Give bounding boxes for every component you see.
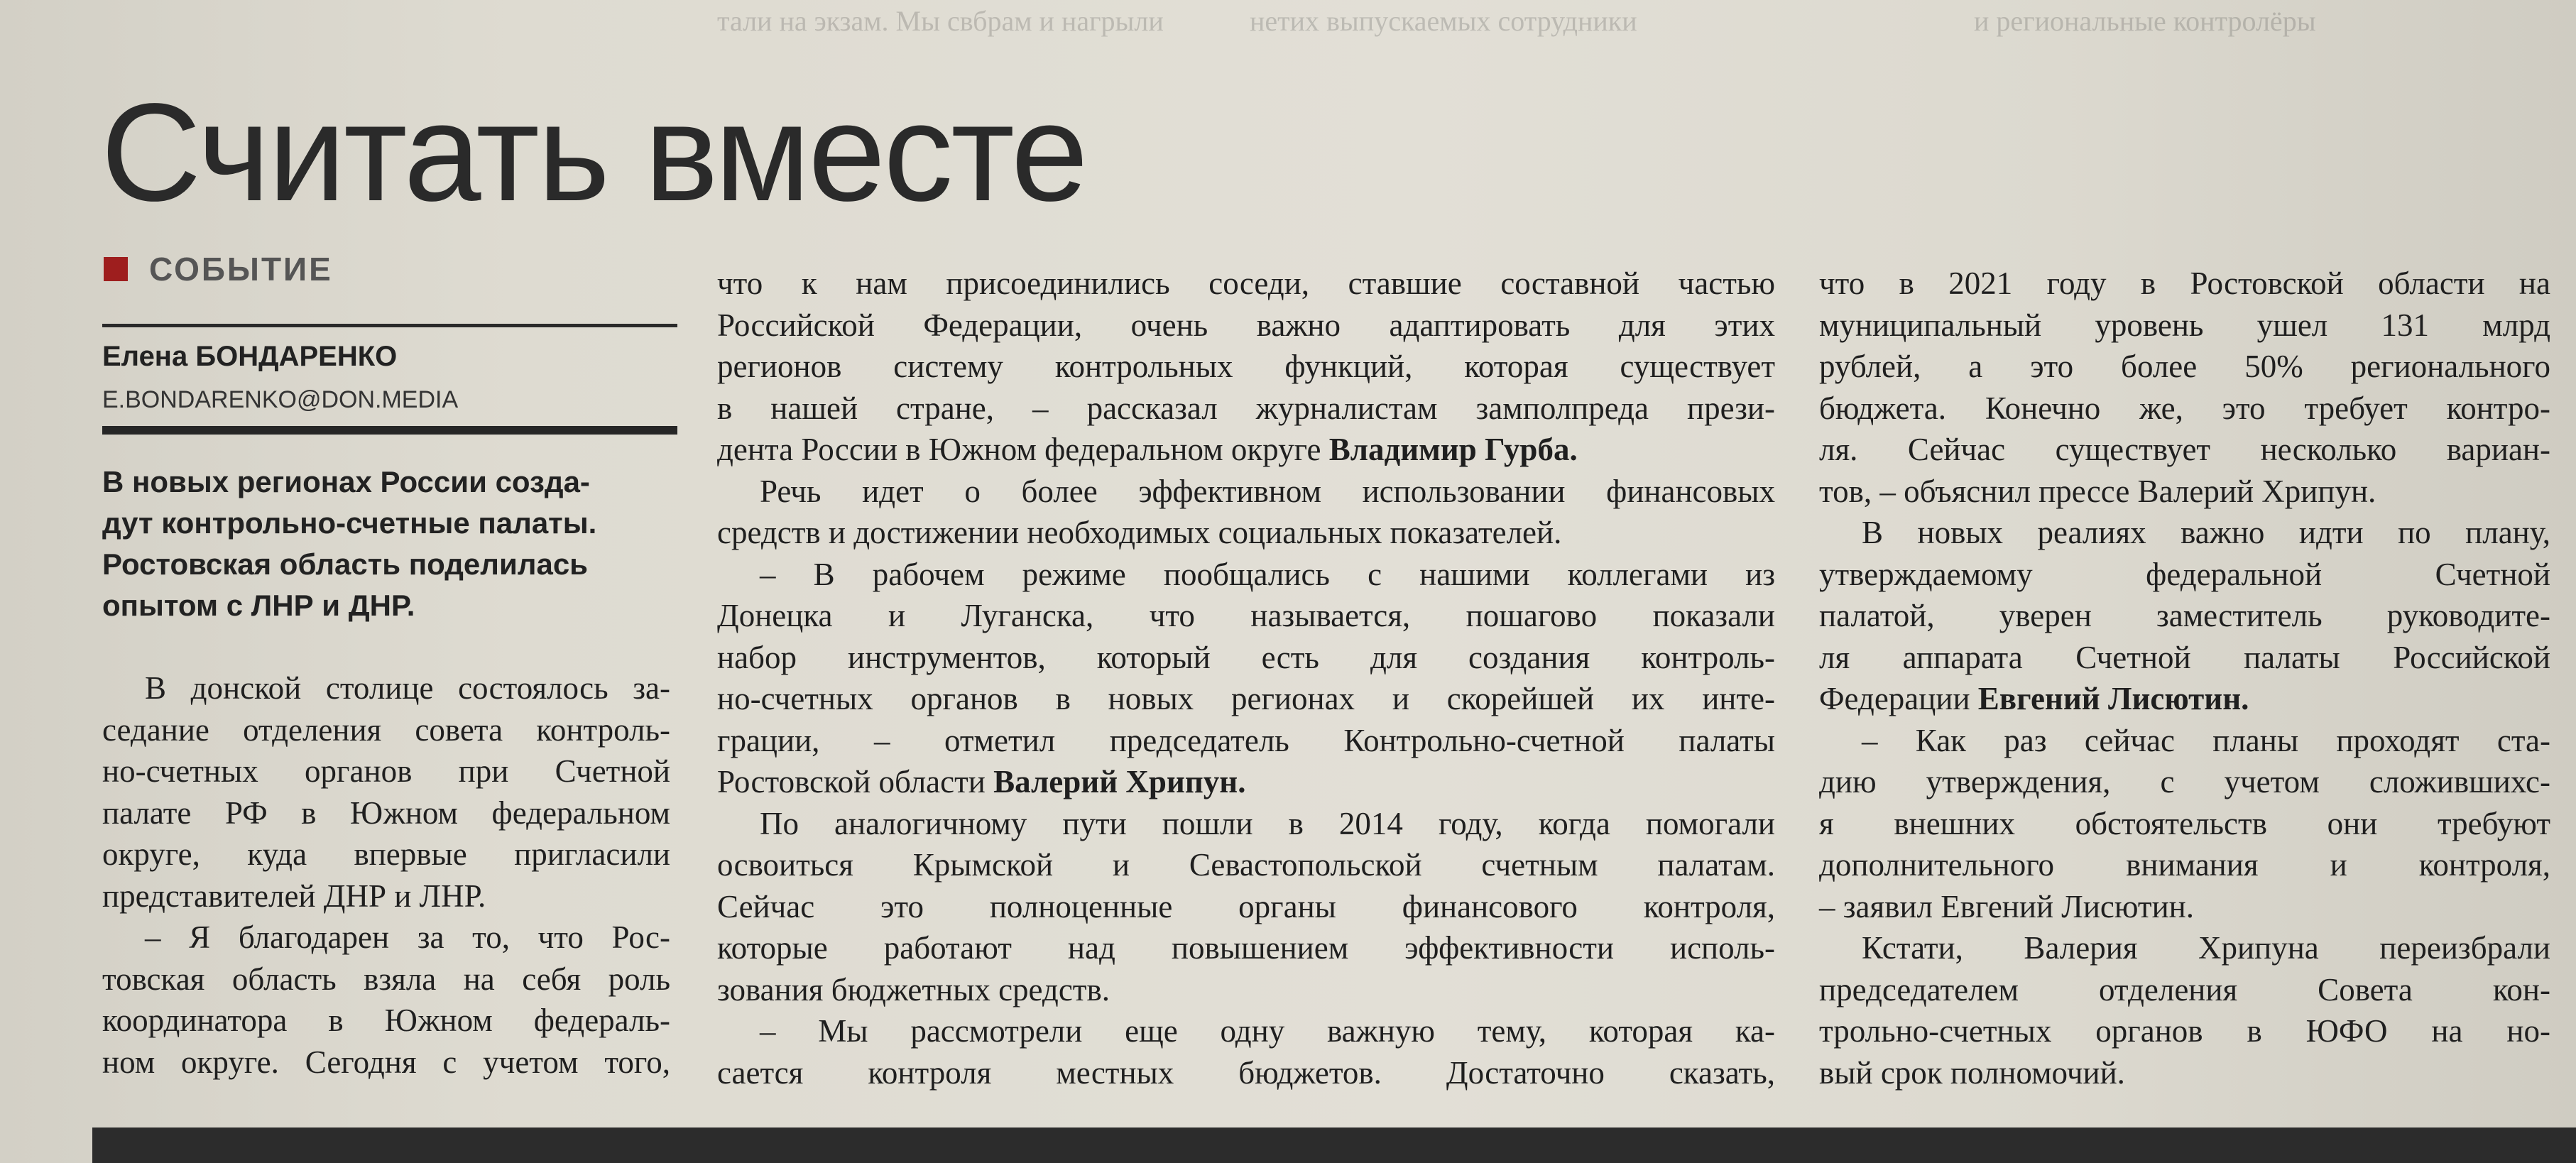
text-line: набор инструментов, который есть для создания контроль- <box>717 639 1775 675</box>
article-lead <box>102 462 663 626</box>
lead-line: Ростовская область поделилась <box>102 547 588 581</box>
text-line: седание отделения совета контроль- <box>102 711 670 748</box>
author-name: Елена БОНДАРЕНКО <box>102 341 398 372</box>
rubric-label: СОБЫТИЕ <box>149 251 333 288</box>
bleed-through-text-left: тали на экзам. Мы свбрам и нагрыли <box>717 5 1164 37</box>
text-line: которые работают над повышением эффективности исполь- <box>717 930 1775 966</box>
text-line: – В рабочем режиме пообщались с нашими коллегами из <box>760 556 1775 592</box>
text-line: утверждаемому федеральной Счетной <box>1819 556 2550 592</box>
text-line: председателем отделения Совета кон- <box>1819 971 2550 1008</box>
text-line: бюджета. Конечно же, это требует контро- <box>1819 390 2550 426</box>
person-name: Владимир Гурба. <box>1328 432 1578 467</box>
text-line: муниципальный уровень ушел 131 млрд <box>1819 307 2550 343</box>
lead-line: опытом с ЛНР и ДНР. <box>102 589 415 622</box>
text-line: округе, куда впервые пригласили <box>102 836 670 872</box>
text-run: Ростовской области <box>717 764 986 799</box>
text-line: Речь идет о более эффективном использовании финансовых <box>760 473 1775 509</box>
text-line: палате РФ в Южном федеральном <box>102 795 670 831</box>
lead-line: В новых регионах России созда- <box>102 465 590 498</box>
article-column-2 <box>717 263 1775 1093</box>
text-line: грации, – отметил председатель Контрольно-счетной палаты <box>717 722 1775 758</box>
text-line: освоиться Крымской и Севастопольской счетным палатам. <box>717 847 1775 883</box>
text-line: По аналогичному пути пошли в 2014 году, когда помогали <box>760 805 1775 841</box>
rubric <box>104 250 333 288</box>
text-line: что в 2021 году в Ростовской области на <box>1819 266 2550 301</box>
article-column-1 <box>102 667 670 1083</box>
text-line: Сейчас это полноценные органы финансового контроля, <box>717 888 1775 924</box>
text-line: я внешних обстоятельств они требуют <box>1819 805 2550 841</box>
text-line: рублей, а это более 50% регионального <box>1819 349 2550 384</box>
text-line <box>1819 678 2550 720</box>
text-line: – заявил Евгений Лисютин. <box>1819 888 2194 924</box>
author-email: E.BONDARENKO@DON.MEDIA <box>102 386 459 413</box>
text-line: что к нам присоединились соседи, ставшие составной частью <box>717 266 1775 301</box>
text-line: ля аппарата Счетной палаты Российской <box>1819 639 2550 675</box>
text-line: представителей ДНР и ЛНР. <box>102 878 486 914</box>
text-line: в нашей стране, – рассказал журналистам замполпреда прези- <box>717 390 1775 426</box>
text-line: В новых реалиях важно идти по плану, <box>1862 515 2550 550</box>
text-line: ля. Сейчас существует несколько вариан- <box>1819 432 2550 467</box>
text-line: сается контроля местных бюджетов. Достаточно сказать, <box>717 1054 1775 1091</box>
divider-thick <box>102 426 677 435</box>
text-run: дента России в Южном федеральном округе <box>717 432 1321 467</box>
text-line: координатора в Южном федераль- <box>102 1003 670 1038</box>
person-name: Валерий Хрипун. <box>993 764 1246 799</box>
text-line: но-счетных органов в новых регионах и скорейшей их инте- <box>717 681 1775 716</box>
text-line: Донецка и Луганска, что называется, пошагово показали <box>717 598 1775 633</box>
text-line: – Я благодарен за то, что Рос- <box>145 919 670 955</box>
text-line: дию утверждения, с учетом сложившихс- <box>1819 764 2550 799</box>
text-line: товская область взяла на себя роль <box>102 961 670 997</box>
text-line: В донской столице состоялось за- <box>145 670 670 706</box>
text-line <box>717 429 1775 471</box>
lead-line: дут контрольно-счетные палаты. <box>102 506 597 540</box>
divider-thin <box>102 324 677 327</box>
text-line: зования бюджетных средств. <box>717 971 1110 1008</box>
text-line: ном округе. Сегодня с учетом того, <box>102 1044 670 1080</box>
text-line: вый срок полномочий. <box>1819 1054 2125 1091</box>
text-run: Федерации <box>1819 681 1970 716</box>
text-line: Кстати, Валерия Хрипуна переизбрали <box>1862 930 2550 966</box>
text-line: – Как раз сейчас планы проходят ста- <box>1862 722 2550 758</box>
bleed-through-text-right: и региональные контролёры <box>1974 5 2316 37</box>
rubric-square-icon <box>104 257 128 281</box>
article-column-3 <box>1819 263 2550 1093</box>
text-line: дополнительного внимания и контроля, <box>1819 847 2550 883</box>
text-line: Российской Федерации, очень важно адаптировать для этих <box>717 307 1775 343</box>
bottom-dark-band <box>92 1127 2576 1163</box>
text-line: тов, – объяснил прессе Валерий Хрипун. <box>1819 473 2376 509</box>
person-name: Евгений Лисютин. <box>1977 681 2249 716</box>
bleed-through-text-center: нетих выпускаемых сотрудники <box>1250 5 1637 37</box>
text-line: средств и достижении необходимых социальных показателей. <box>717 515 1562 550</box>
text-line: но-счетных органов при Счетной <box>102 753 670 789</box>
article-headline: Считать вместе <box>101 75 1086 230</box>
text-line: трольно-счетных органов в ЮФО на но- <box>1819 1013 2550 1049</box>
text-line <box>717 761 1775 803</box>
text-line: палатой, уверен заместитель руководите- <box>1819 598 2550 633</box>
text-line: – Мы рассмотрели еще одну важную тему, которая ка- <box>760 1013 1775 1049</box>
text-line: регионов систему контрольных функций, которая существует <box>717 349 1775 384</box>
